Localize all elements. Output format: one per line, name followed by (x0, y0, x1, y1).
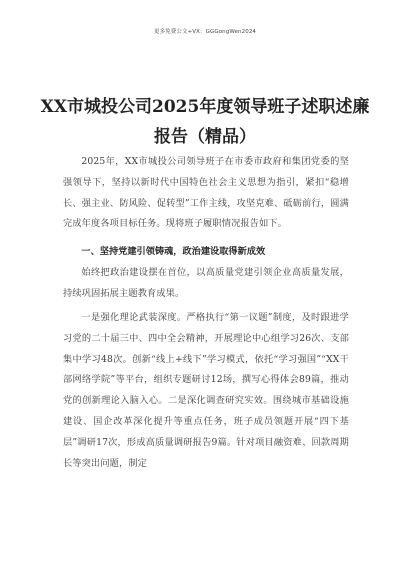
document-title: XX市城投公司2025年度领导班子述职述廉报告（精品） (40, 97, 370, 147)
section-1-paragraph-2 (63, 308, 349, 474)
paragraph-text: 一是强化理论武装深度。严格执行“第一议题”制度，及时跟进学习党的二十届三中、四中全会精神，开展理论中心组学习26次、支部集中学习48次。创新“线上+线下”学习模式，依托“学习强国”“XX干部网络学院”等平台，组织专题研讨12场，撰写心得体会89篇，推动党的创新理论入脑入心。二是深化调查研究实效。围绕城市基础设施建设、国企改革深化提升等重点任务，班子成员领题开展“四下基层”调研17次，形成高质量调研报告9篇。针对项目融资难、回款周期长等突出问题，制定 (63, 312, 349, 469)
section-heading-1: 一、坚持党建引领铸魂，政治建设取得新成效 (81, 246, 266, 257)
paragraph-text: 始终把政治建设摆在首位，以高质量党建引领企业高质量发展，持续巩固拓展主题教育成果。 (63, 267, 349, 299)
intro-paragraph (63, 152, 349, 235)
section-1-paragraph-1 (63, 263, 349, 305)
paragraph-text: 2025年，XX市城投公司领导班子在市委市政府和集团党委的坚强领导下，坚持以新时代中国特色社会主义思想为指引，紧扣“稳增长、强主业、防风险、促转型”工作主线，攻坚克难、砥砺前行，圆满完成年度各项目标任务。现将班子履职情况报告如下。 (63, 156, 349, 230)
header-note: 更多免费公文+VX：GGGongWen2024 (153, 29, 257, 35)
